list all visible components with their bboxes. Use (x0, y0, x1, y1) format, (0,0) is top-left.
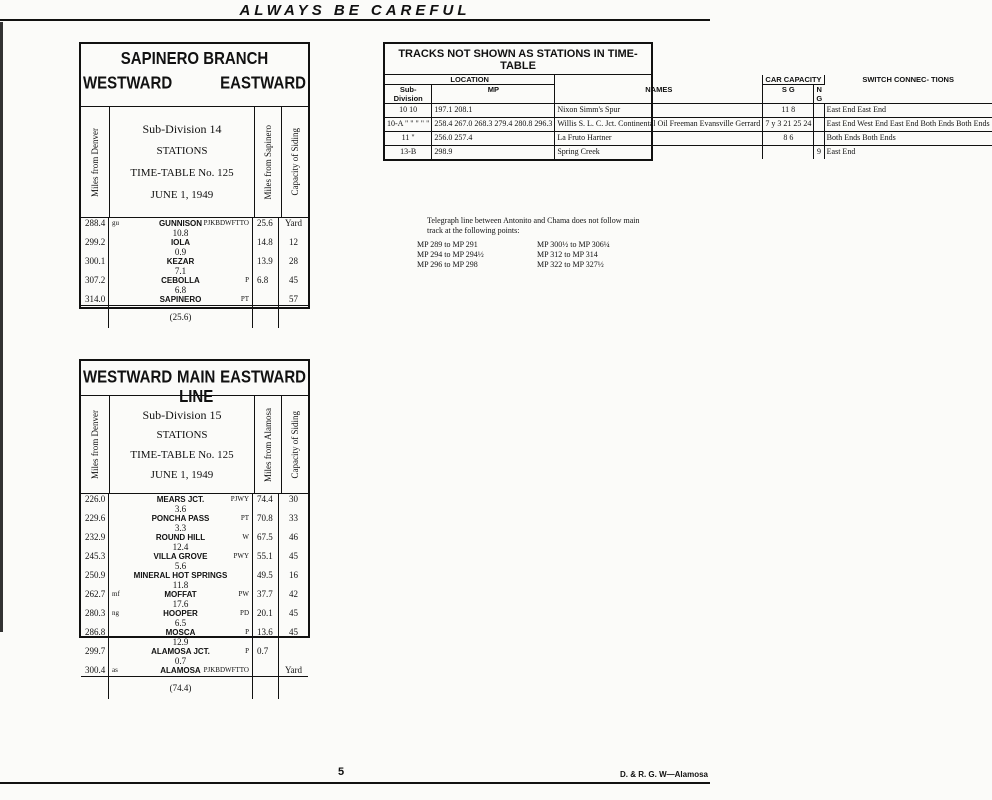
footer-rule (0, 782, 710, 784)
timetable-number: TIME-TABLE No. 125 (130, 167, 234, 179)
track-group (385, 132, 992, 146)
westward-label: WESTWARD (83, 73, 173, 94)
distance-cell (109, 543, 253, 551)
distance-row (81, 229, 308, 237)
miles-from-terminal: 25.6 (253, 218, 279, 229)
station-row (81, 570, 308, 581)
names-cell: La Fruto Hartner (555, 132, 763, 146)
right-column-header-2: Capacity of Siding (290, 128, 300, 196)
distance-between-stations: 5.6 (174, 561, 187, 571)
station-facilities: PT (240, 295, 249, 303)
siding-capacity: 57 (289, 294, 298, 304)
subdivision-cell: 10 10 (385, 104, 432, 118)
subdivision-header: Sub-Division (385, 85, 432, 104)
miles-from-denver: 299.7 (81, 646, 109, 657)
distance-cell (109, 600, 253, 608)
switch-cell: Both Ends Both Ends (824, 132, 991, 146)
right-column-header-2: Capacity of Siding (290, 410, 300, 479)
station-name: MOFFAT (164, 590, 197, 599)
distance-between-stations: 7.1 (174, 266, 187, 276)
mp-cell: 298.9 (432, 146, 555, 160)
eastward-label: EASTWARD (220, 73, 306, 94)
distance-cell (109, 229, 253, 237)
ng-cell (814, 132, 824, 146)
station-row (81, 665, 308, 677)
distance-between-stations: 17.6 (172, 599, 189, 609)
distance-row (81, 286, 308, 294)
distance-row (81, 600, 308, 608)
westward-label: WESTWARD (83, 367, 173, 387)
timetable-date: JUNE 1, 1949 (150, 189, 214, 201)
miles-from-denver: 314.0 (81, 294, 109, 305)
distance-cell (109, 524, 253, 532)
tracks-table-title: TRACKS NOT SHOWN AS STATIONS IN TIME-TABLE (385, 44, 651, 75)
left-column-header: Miles from Denver (90, 410, 100, 479)
ng-header: N G (814, 85, 824, 104)
station-name: KEZAR (166, 257, 195, 266)
car-capacity-header: CAR CAPACITY (763, 75, 824, 85)
distance-cell (109, 505, 253, 513)
miles-from-denver: 300.4 (81, 665, 109, 676)
telegraph-range: MP 296 to MP 298 (417, 260, 478, 269)
station-row (81, 608, 308, 619)
timetable-date: JUNE 1, 1949 (150, 468, 214, 481)
distance-between-stations: 0.7 (174, 656, 187, 666)
station-row (81, 551, 308, 562)
miles-from-terminal: 13.9 (253, 256, 279, 267)
siding-capacity: 12 (289, 237, 298, 247)
tracks-not-shown-table (383, 42, 990, 161)
station-name: ALAMOSA JCT. (151, 647, 210, 656)
distance-between-stations: 12.9 (172, 637, 189, 647)
miles-from-terminal (253, 294, 279, 305)
siding-capacity: 30 (289, 494, 298, 504)
total-row (81, 677, 308, 699)
station-facilities: PWY (233, 552, 249, 560)
stations-label: STATIONS (156, 145, 208, 157)
station-row (81, 532, 308, 543)
station-name: MEARS JCT. (156, 495, 205, 504)
names-cell: Spring Creek (555, 146, 763, 160)
total-row (81, 306, 308, 328)
switch-cell: East End (824, 146, 991, 160)
siding-capacity: 28 (289, 256, 298, 266)
tracks-table-body (385, 104, 992, 160)
sg-cell: 8 6 (763, 132, 814, 146)
station-code: gu (112, 219, 119, 227)
station-facilities: W (242, 533, 249, 541)
miles-from-denver: 288.4 (81, 218, 109, 229)
footer-railroad-label: D. & R. G. W—Alamosa (619, 770, 708, 779)
subdivision-label: Sub-Division 15 (142, 407, 222, 422)
miles-from-terminal: 49.5 (253, 570, 279, 581)
station-code: ng (112, 609, 119, 617)
right-column-header-1: Miles from Alamosa (263, 407, 273, 482)
distance-between-stations: 6.5 (174, 618, 187, 628)
ng-cell: 9 (814, 146, 824, 160)
distance-row (81, 619, 308, 627)
station-name: VILLA GROVE (153, 552, 208, 561)
names-cell: Nixon Simm's Spur (555, 104, 763, 118)
station-row (81, 646, 308, 657)
station-row (81, 627, 308, 638)
location-header: LOCATION (385, 75, 555, 85)
station-rows (81, 494, 308, 699)
station-code: mf (112, 590, 120, 598)
page-number: 5 (338, 766, 345, 778)
siding-capacity: 16 (289, 570, 298, 580)
station-row (81, 494, 308, 505)
miles-from-denver: 299.2 (81, 237, 109, 248)
mp-cell: 258.4 267.0 268.3 279.4 280.8 296.3 (432, 118, 555, 132)
station-facilities: PD (240, 609, 249, 617)
siding-capacity: 45 (289, 608, 298, 618)
miles-from-terminal: 55.1 (253, 551, 279, 562)
miles-from-terminal (253, 665, 279, 676)
track-group (385, 104, 992, 118)
miles-from-denver: 250.9 (81, 570, 109, 581)
station-row (81, 218, 308, 229)
distance-cell (109, 638, 253, 646)
station-cell (109, 665, 253, 676)
distance-cell (109, 657, 253, 665)
station-row (81, 237, 308, 248)
siding-capacity: 45 (289, 627, 298, 637)
station-row (81, 294, 308, 306)
total-distance: (74.4) (109, 677, 253, 699)
distance-between-stations: 3.6 (174, 504, 187, 514)
distance-row (81, 505, 308, 513)
distance-row (81, 638, 308, 646)
siding-capacity: 42 (289, 589, 298, 599)
switch-cell: East End East End (824, 104, 991, 118)
miles-from-terminal: 67.5 (253, 532, 279, 543)
miles-from-denver: 307.2 (81, 275, 109, 286)
page-edge-mark (0, 22, 3, 632)
station-name: SAPINERO (159, 295, 202, 304)
distance-row (81, 562, 308, 570)
sg-cell: 7 y 3 21 25 24 (763, 118, 814, 132)
station-name: PONCHA PASS (151, 514, 210, 523)
subdivision-cell: 10-A " " " " " (385, 118, 432, 132)
station-facilities: P (245, 647, 249, 655)
siding-capacity: 33 (289, 513, 298, 523)
station-row (81, 513, 308, 524)
names-cell: Willis S. L. C. Jct. Continental Oil Freeman Evansville Gerrard (555, 118, 763, 132)
ng-cell (814, 118, 824, 132)
track-group (385, 146, 992, 160)
station-name: ALAMOSA (160, 666, 201, 675)
station-facilities: PT (240, 514, 249, 522)
station-row (81, 275, 308, 286)
distance-cell (109, 286, 253, 294)
mp-cell: 197.1 208.1 (432, 104, 555, 118)
main-line-label: MAIN LINE (177, 367, 216, 407)
right-column-header-1: Miles from Sapinero (263, 124, 273, 200)
distance-between-stations: 12.4 (172, 542, 189, 552)
telegraph-range: MP 312 to MP 314 (537, 250, 598, 259)
station-name: CEBOLLA (161, 276, 200, 285)
mp-header: MP (432, 85, 555, 104)
station-name: HOOPER (163, 609, 198, 618)
total-distance: (25.6) (109, 306, 253, 328)
main-line-timetable (79, 359, 310, 693)
station-name: IOLA (170, 238, 191, 247)
ng-cell (814, 104, 824, 118)
miles-from-terminal: 13.6 (253, 627, 279, 638)
siding-capacity: 45 (289, 551, 298, 561)
miles-from-terminal: 37.7 (253, 589, 279, 600)
miles-from-denver: 280.3 (81, 608, 109, 619)
station-facilities: PW (238, 590, 249, 598)
station-facilities: PJKBDWFTTO (203, 666, 249, 674)
siding-capacity: 45 (289, 275, 298, 285)
sg-cell: 11 8 (763, 104, 814, 118)
station-facilities: PJWY (230, 495, 249, 503)
miles-from-denver: 262.7 (81, 589, 109, 600)
miles-from-terminal: 0.7 (253, 646, 279, 657)
telegraph-text: Telegraph line between Antonito and Chama does not follow main track at the following points: (427, 216, 640, 235)
station-cell (109, 294, 253, 305)
names-header: NAMES (555, 75, 763, 104)
telegraph-range: MP 300½ to MP 306¼ (537, 240, 610, 249)
miles-from-terminal: 6.8 (253, 275, 279, 286)
station-facilities: P (245, 276, 249, 284)
distance-cell (109, 562, 253, 570)
miles-from-terminal: 74.4 (253, 494, 279, 505)
distance-row (81, 267, 308, 275)
distance-cell (109, 267, 253, 275)
station-code: as (112, 666, 118, 674)
left-column-header: Miles from Denver (90, 127, 100, 197)
distance-row (81, 657, 308, 665)
station-name: MOSCA (165, 628, 196, 637)
distance-row (81, 581, 308, 589)
telegraph-range: MP 289 to MP 291 (417, 240, 478, 249)
station-name: GUNNISON (158, 219, 203, 228)
miles-from-denver: 286.8 (81, 627, 109, 638)
station-row (81, 256, 308, 267)
distance-cell (109, 581, 253, 589)
distance-between-stations: 6.8 (174, 285, 187, 295)
station-facilities: P (245, 628, 249, 636)
miles-from-terminal: 70.8 (253, 513, 279, 524)
miles-from-denver: 226.0 (81, 494, 109, 505)
subdivision-label: Sub-Division 14 (142, 122, 222, 136)
miles-from-denver: 245.3 (81, 551, 109, 562)
telegraph-note (417, 216, 657, 270)
miles-from-terminal: 20.1 (253, 608, 279, 619)
sg-cell (763, 146, 814, 160)
timetable-title: SAPINERO BRANCH (120, 49, 269, 69)
distance-between-stations: 0.9 (174, 247, 187, 257)
track-group (385, 118, 992, 132)
distance-row (81, 524, 308, 532)
subdivision-cell: 11 " (385, 132, 432, 146)
switch-connections-header: SWITCH CONNEC- TIONS (824, 75, 991, 104)
miles-from-denver: 232.9 (81, 532, 109, 543)
header-rule (0, 19, 710, 21)
telegraph-range: MP 294 to MP 294½ (417, 250, 484, 259)
station-facilities: PJKBDWFTTO (203, 219, 249, 227)
telegraph-range: MP 322 to MP 327½ (537, 260, 604, 269)
siding-capacity (279, 646, 308, 657)
page-header: ALWAYS BE CAREFUL (239, 2, 471, 19)
subdivision-cell: 13-B (385, 146, 432, 160)
siding-capacity: Yard (284, 665, 303, 675)
siding-capacity: 46 (289, 532, 298, 542)
distance-cell (109, 248, 253, 256)
distance-row (81, 248, 308, 256)
siding-capacity: Yard (284, 218, 303, 228)
station-row (81, 589, 308, 600)
miles-from-terminal: 14.8 (253, 237, 279, 248)
distance-between-stations: 11.8 (172, 580, 189, 590)
distance-between-stations: 3.3 (174, 523, 187, 533)
switch-cell: East End West End East End Both Ends Both Ends (824, 118, 991, 132)
miles-from-denver: 300.1 (81, 256, 109, 267)
stations-label: STATIONS (156, 428, 208, 441)
station-name: ROUND HILL (155, 533, 206, 542)
station-name: MINERAL HOT SPRINGS (133, 571, 228, 580)
station-rows (81, 218, 308, 328)
mp-cell: 256.0 257.4 (432, 132, 555, 146)
distance-row (81, 543, 308, 551)
timetable-number: TIME-TABLE No. 125 (130, 448, 234, 461)
eastward-label: EASTWARD (220, 367, 306, 387)
miles-from-denver: 229.6 (81, 513, 109, 524)
distance-between-stations: 10.8 (172, 228, 189, 238)
distance-cell (109, 619, 253, 627)
sapinero-branch-timetable (79, 42, 310, 322)
sg-header: S G (763, 85, 814, 104)
